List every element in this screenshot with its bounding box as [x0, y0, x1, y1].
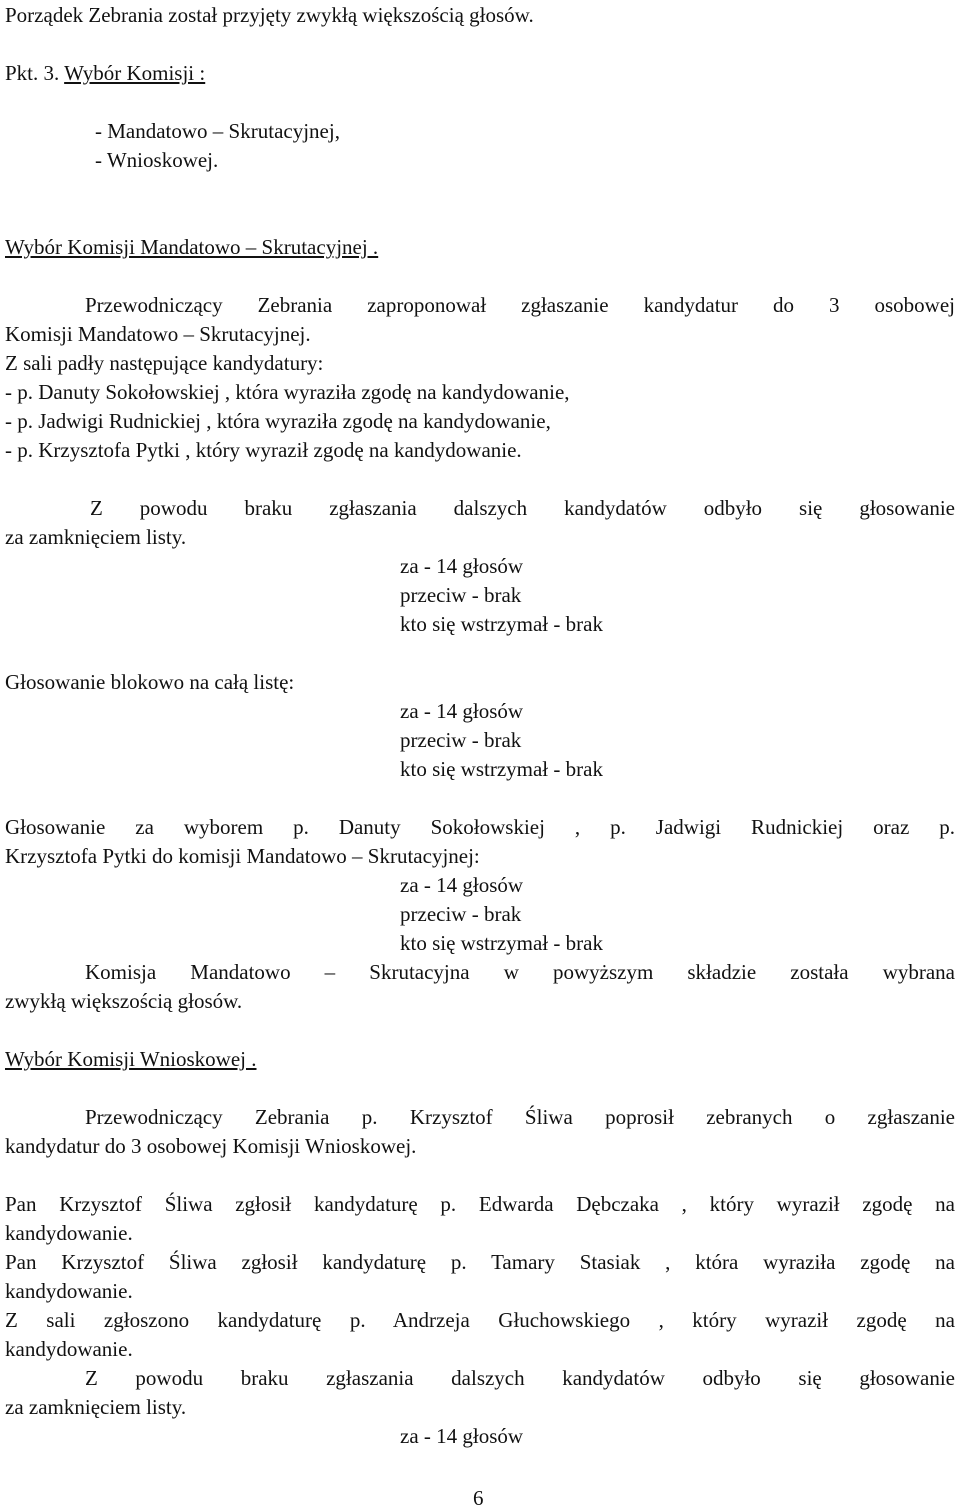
paragraph-line: Głosowanie za wyborem p. Danuty Sokołowskiej , p. Jadwigi Rudnickiej oraz p. [5, 815, 955, 839]
paragraph-line: za zamknięciem listy. [5, 525, 187, 549]
paragraph-line: Krzysztofa Pytki do komisji Mandatowo – Skrutacyjnej: [5, 844, 480, 868]
point-3-prefix: Pkt. 3. [5, 61, 65, 85]
vote-for: za - 14 głosów [400, 699, 524, 723]
section-heading-motions-committee: Wybór Komisji Wnioskowej . [5, 1047, 257, 1071]
vote-for: za - 14 głosów [400, 873, 524, 897]
vote-abstained: kto się wstrzymał - brak [400, 757, 603, 781]
paragraph-line: Komisja Mandatowo – Skrutacyjna w powyższym składzie została wybrana [85, 960, 955, 984]
candidate-line: - p. Danuty Sokołowskiej , która wyraziła zgodę na kandydowanie, [5, 380, 570, 404]
section-heading-mandate-committee: Wybór Komisji Mandatowo – Skrutacyjnej . [5, 235, 379, 259]
paragraph-line: za zamknięciem listy. [5, 1395, 187, 1419]
point-3-line [5, 63, 205, 84]
vote-for: za - 14 głosów [400, 1424, 524, 1448]
paragraph-line: zwykłą większością głosów. [5, 989, 243, 1013]
vote-against: przeciw - brak [400, 728, 522, 752]
paragraph-line: Z powodu braku zgłaszania dalszych kandydatów odbyło się głosowanie [85, 1366, 955, 1390]
committee-item: - Wnioskowej. [95, 148, 219, 172]
vote-against: przeciw - brak [400, 902, 522, 926]
paragraph-line: Przewodniczący Zebrania zaproponował zgłaszanie kandydatur do 3 osobowej [85, 293, 955, 317]
vote-against: przeciw - brak [400, 583, 522, 607]
paragraph-line: Przewodniczący Zebrania p. Krzysztof Śliwa poprosił zebranych o zgłaszanie [85, 1105, 955, 1129]
nomination-line: kandydowanie. [5, 1279, 133, 1303]
block-vote-label: Głosowanie blokowo na całą listę: [5, 670, 295, 694]
vote-for: za - 14 głosów [400, 554, 524, 578]
nomination-line: kandydowanie. [5, 1337, 133, 1361]
nomination-line: kandydowanie. [5, 1221, 133, 1245]
page-number: 6 [473, 1486, 484, 1510]
vote-abstained: kto się wstrzymał - brak [400, 612, 603, 636]
nomination-line: Z sali zgłoszono kandydaturę p. Andrzeja Głuchowskiego , który wyraził zgodę na [5, 1308, 955, 1332]
paragraph-line: Z powodu braku zgłaszania dalszych kandydatów odbyło się głosowanie [90, 496, 955, 520]
candidate-line: - p. Krzysztofa Pytki , który wyraził zgodę na kandydowanie. [5, 438, 522, 462]
nomination-line: Pan Krzysztof Śliwa zgłosił kandydaturę p. Tamary Stasiak , która wyraziła zgodę na [5, 1250, 955, 1274]
paragraph-line: kandydatur do 3 osobowej Komisji Wnioskowej. [5, 1134, 417, 1158]
nomination-line: Pan Krzysztof Śliwa zgłosił kandydaturę p. Edwarda Dębczaka , który wyraził zgodę na [5, 1192, 955, 1216]
vote-abstained: kto się wstrzymał - brak [400, 931, 603, 955]
point-3-heading: Wybór Komisji : [64, 61, 206, 85]
agenda-accepted-line: Porządek Zebrania został przyjęty zwykłą większością głosów. [5, 3, 534, 27]
candidate-line: - p. Jadwigi Rudnickiej , która wyraziła zgodę na kandydowanie, [5, 409, 551, 433]
paragraph-line: Z sali padły następujące kandydatury: [5, 351, 324, 375]
paragraph-line: Komisji Mandatowo – Skrutacyjnej. [5, 322, 311, 346]
committee-item: - Mandatowo – Skrutacyjnej, [95, 119, 340, 143]
